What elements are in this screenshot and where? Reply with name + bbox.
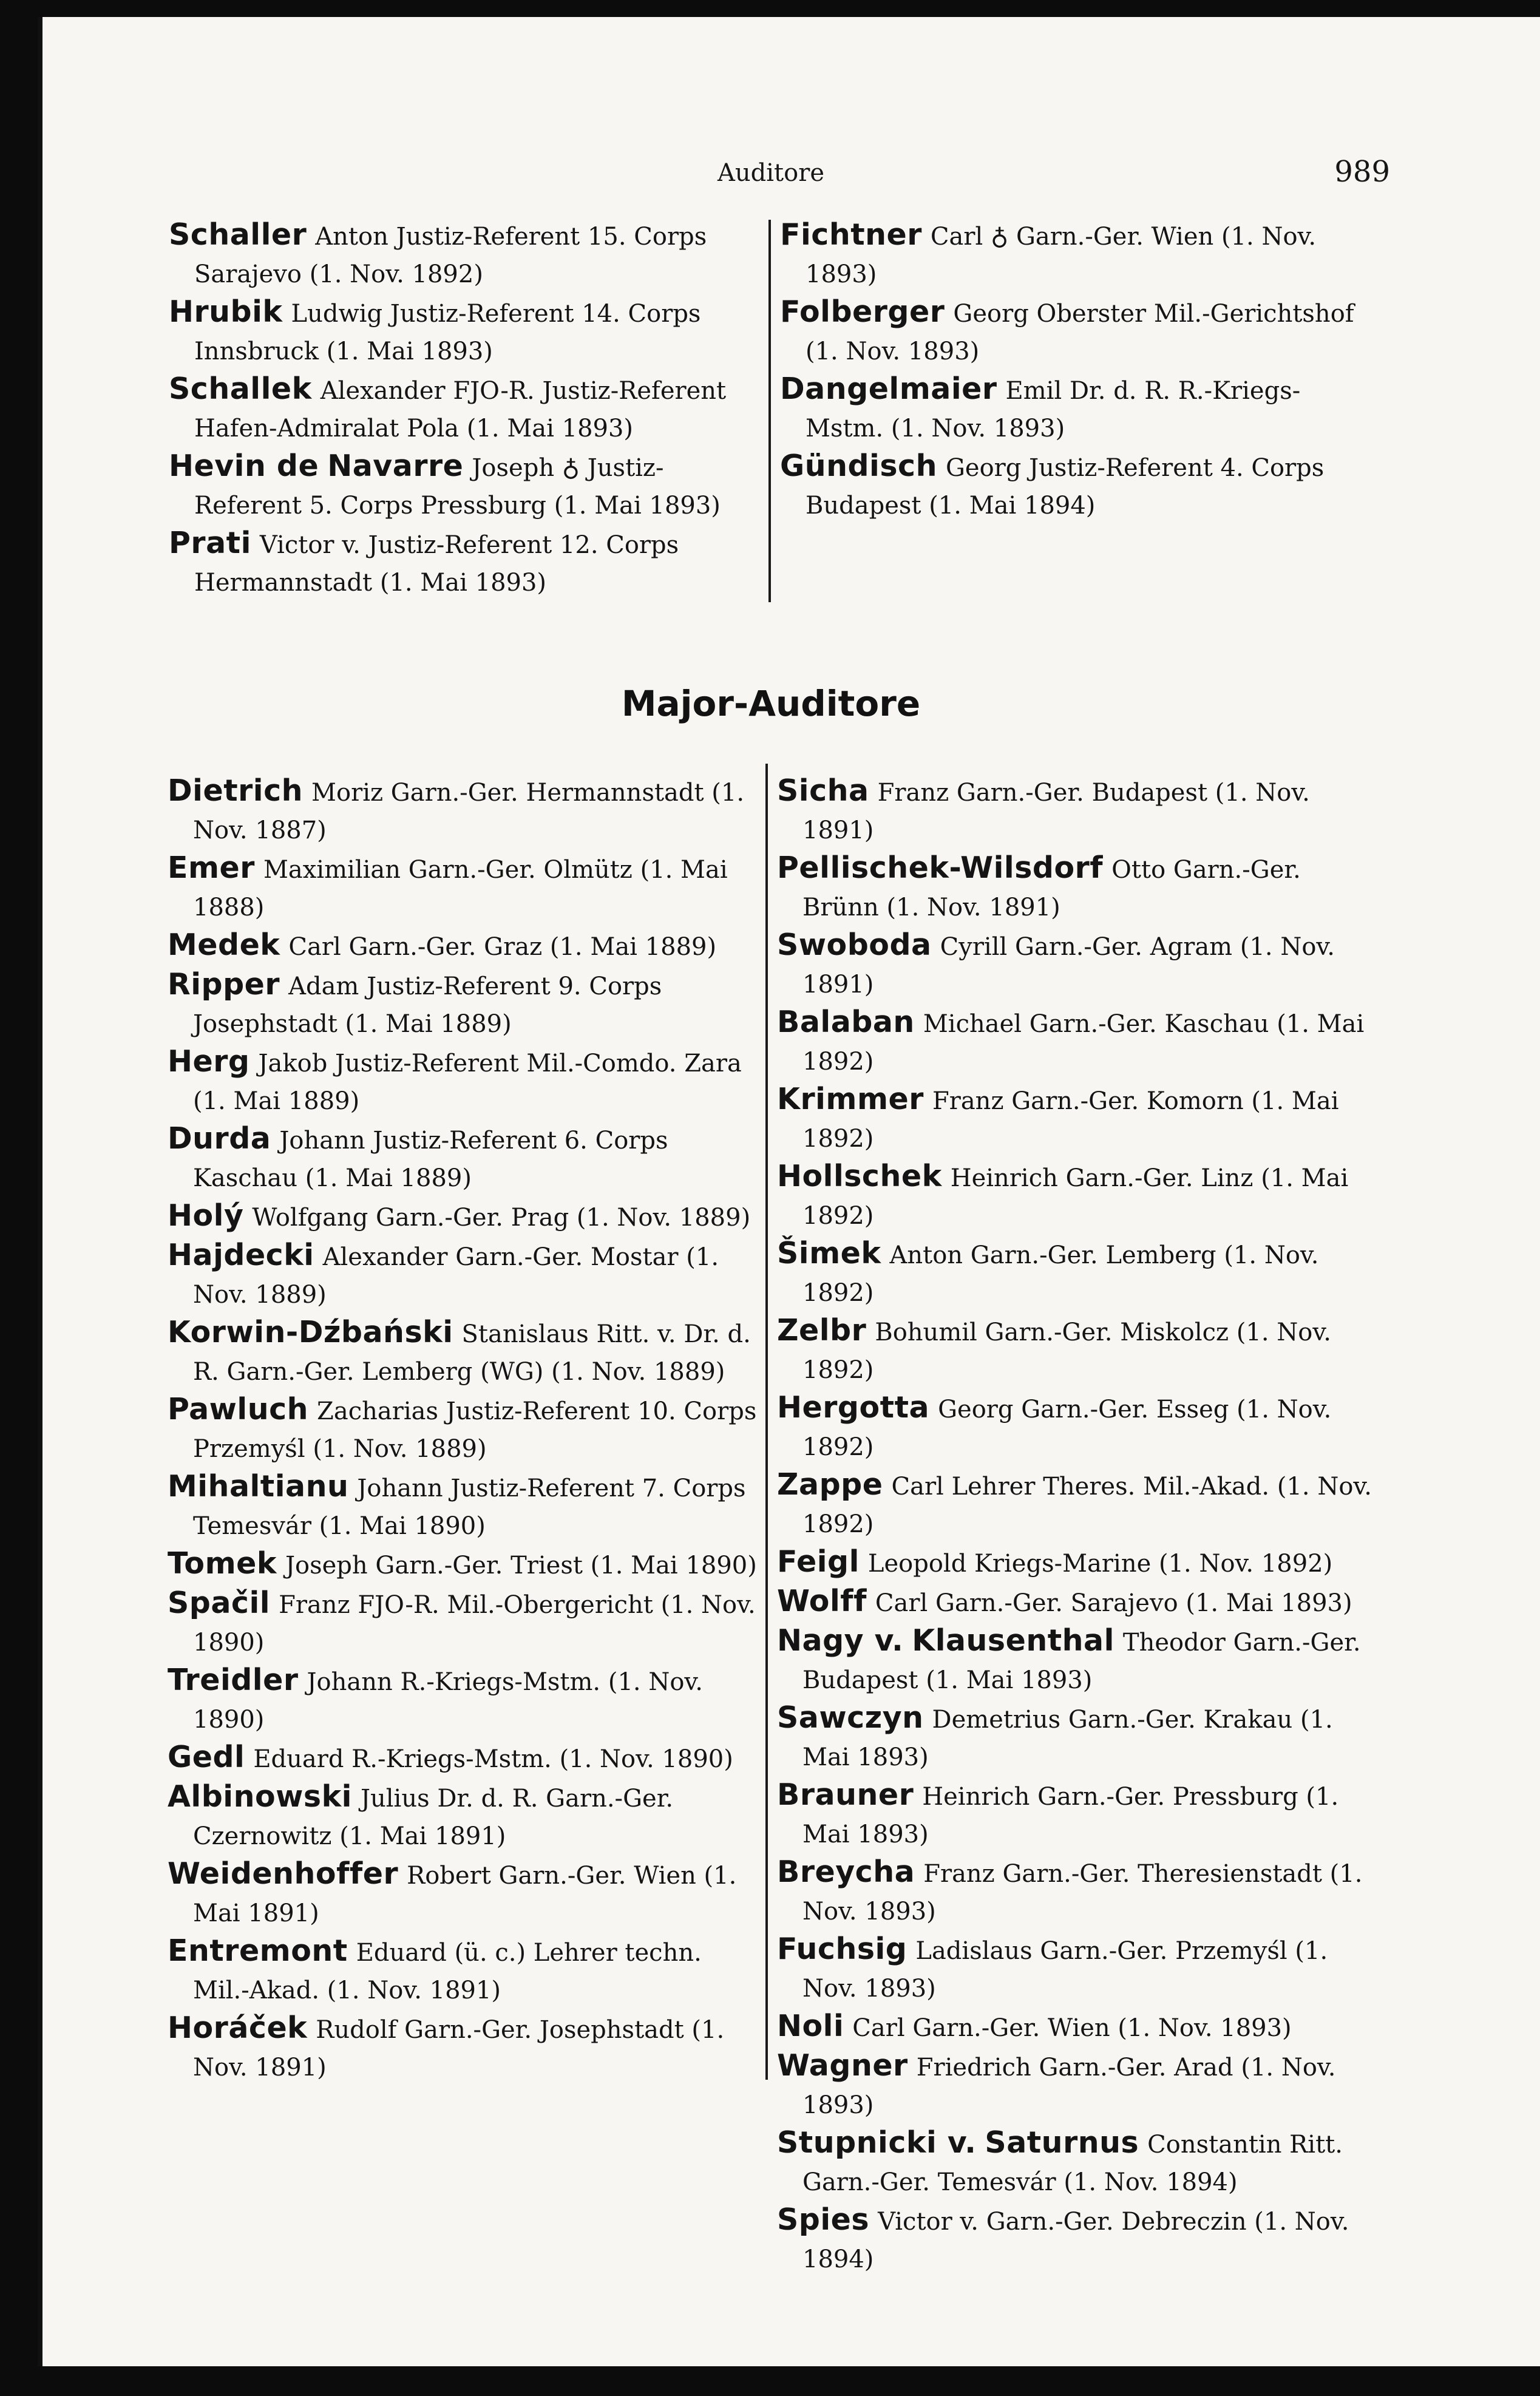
surname: Navarre	[327, 449, 464, 483]
surname: Fichtner	[780, 217, 922, 252]
scan-edge	[38, 17, 42, 2366]
column-bottom-left	[168, 772, 762, 2086]
entry	[780, 370, 1378, 447]
surname: Spačil	[168, 1586, 271, 1620]
surname: Pellischek-Wilsdorf	[777, 850, 1104, 885]
entry-details: Franz Garn.-Ger. Budapest (1. Nov. 1891)	[802, 779, 1310, 844]
column-bottom-right	[777, 772, 1378, 2278]
entry	[169, 216, 762, 293]
entry-details: Johann Justiz-Referent 6. Corps Kaschau (1. Mai 1889)	[193, 1127, 668, 1192]
entry-details: Franz FJO-R. Mil.-Obergericht (1. Nov. 1890)	[193, 1591, 756, 1657]
entry	[777, 1312, 1378, 1389]
entry-details: Heinrich Garn.-Ger. Pressburg (1. Mai 1893)	[802, 1783, 1339, 1848]
entry-details: Franz Garn.-Ger. Komorn (1. Mai 1892)	[802, 1087, 1339, 1153]
entry-details: Zacharias Justiz-Referent 10. Corps Przemyśl (1. Nov. 1889)	[193, 1397, 757, 1463]
entry-details: Cyrill Garn.-Ger. Agram (1. Nov. 1891)	[802, 933, 1335, 999]
entry-details: Carl Garn.-Ger. Sarajevo (1. Mai 1893)	[875, 1589, 1352, 1617]
surname: Noli	[777, 2009, 844, 2043]
surname: Hollschek	[777, 1159, 942, 1193]
entry-details: Franz Garn.-Ger. Theresienstadt (1. Nov. 1893)	[802, 1860, 1363, 1926]
surname: Hergotta	[777, 1390, 930, 1425]
entry	[777, 2124, 1378, 2201]
entry	[168, 1661, 762, 1739]
surname: Schaller	[169, 217, 307, 252]
entry-details: Jakob Justiz-Referent Mil.-Comdo. Zara (1. Mai 1889)	[193, 1050, 742, 1115]
entry	[777, 1543, 1378, 1583]
entry	[777, 1158, 1378, 1235]
surname-prefix: Hevin de	[169, 449, 319, 483]
surname: Entremont	[168, 1933, 348, 1968]
entry	[168, 772, 762, 849]
entry-details: Victor v. Justiz-Referent 12. Corps Hermannstadt (1. Mai 1893)	[194, 531, 679, 597]
column-divider	[765, 764, 768, 2080]
entry	[777, 1003, 1378, 1081]
entry-details: Stanislaus Ritt. v. Dr. d. R. Garn.-Ger. Lemberg (WG) (1. Nov. 1889)	[193, 1320, 751, 1386]
entry	[780, 293, 1378, 370]
entry-details: Georg Justiz-Referent 4. Corps Budapest (1. Mai 1894)	[806, 454, 1325, 520]
column-divider	[768, 220, 771, 602]
entry-details: Bohumil Garn.-Ger. Miskolcz (1. Nov. 1892)	[802, 1318, 1331, 1384]
entry	[777, 1466, 1378, 1543]
entry	[168, 1043, 762, 1120]
surname: Herg	[168, 1044, 250, 1079]
entry	[168, 966, 762, 1043]
entry	[777, 1853, 1378, 1930]
entry	[168, 1314, 762, 1391]
entry-details: Otto Garn.-Ger. Brünn (1. Nov. 1891)	[802, 856, 1301, 921]
entry	[168, 1545, 762, 1584]
entry	[780, 216, 1378, 293]
surname: Saturnus	[985, 2125, 1139, 2160]
surname: Holý	[168, 1198, 244, 1233]
surname: Pawluch	[168, 1392, 309, 1427]
entry-details: Heinrich Garn.-Ger. Linz (1. Mai 1892)	[802, 1164, 1349, 1230]
entry	[777, 2201, 1378, 2278]
running-title: Auditore	[717, 159, 824, 187]
entry	[777, 1081, 1378, 1158]
surname: Albinowski	[168, 1779, 352, 1814]
entry	[168, 1237, 762, 1314]
entry-details: Johann Justiz-Referent 7. Corps Temesvár (1. Mai 1890)	[193, 1475, 746, 1540]
entry-details: Theodor Garn.-Ger. Budapest (1. Mai 1893)	[802, 1629, 1361, 1694]
entry-details: Emil Dr. d. R. R.-Kriegs-Mstm. (1. Nov. 1893)	[806, 377, 1301, 443]
entry-details: Georg Garn.-Ger. Esseg (1. Nov. 1892)	[802, 1396, 1332, 1461]
surname: Feigl	[777, 1544, 860, 1579]
page-number: 989	[1334, 155, 1390, 189]
surname: Wolff	[777, 1584, 867, 1618]
entry	[777, 1622, 1378, 1699]
surname: Medek	[168, 928, 280, 962]
surname: Balaban	[777, 1005, 915, 1039]
entry	[168, 926, 762, 966]
entry-details: Rudolf Garn.-Ger. Josephstadt (1. Nov. 1891)	[193, 2016, 725, 2082]
surname: Ripper	[168, 967, 280, 1002]
entry	[777, 1235, 1378, 1312]
surname: Dangelmaier	[780, 372, 997, 406]
entry-details: Carl Garn.-Ger. Wien (1. Nov. 1893)	[852, 2014, 1292, 2042]
entry-details: Demetrius Garn.-Ger. Krakau (1. Mai 1893)	[802, 1706, 1333, 1771]
entry-details: Carl ♁ Garn.-Ger. Wien (1. Nov. 1893)	[806, 223, 1317, 288]
entry	[168, 2009, 762, 2086]
entry-details: Anton Justiz-Referent 15. Corps Sarajevo (1. Nov. 1892)	[194, 223, 707, 288]
surname: Mihaltianu	[168, 1469, 349, 1504]
entry-details: Victor v. Garn.-Ger. Debreczin (1. Nov. 1894)	[802, 2208, 1349, 2273]
entry-details: Anton Garn.-Ger. Lemberg (1. Nov. 1892)	[802, 1241, 1319, 1307]
entry	[777, 1699, 1378, 1776]
entry	[169, 524, 762, 602]
entry-details: Adam Justiz-Referent 9. Corps Josephstadt (1. Mai 1889)	[193, 972, 662, 1038]
surname: Krimmer	[777, 1082, 924, 1116]
surname: Gedl	[168, 1740, 245, 1774]
surname: Durda	[168, 1121, 271, 1156]
surname: Klausenthal	[912, 1623, 1114, 1658]
entry-details: Johann R.-Kriegs-Mstm. (1. Nov. 1890)	[193, 1668, 703, 1734]
entry-details: Joseph ♁ Justiz-Referent 5. Corps Pressburg (1. Mai 1893)	[194, 454, 721, 520]
surname: Hajdecki	[168, 1238, 314, 1272]
entry-details: Friedrich Garn.-Ger. Arad (1. Nov. 1893)	[802, 2054, 1336, 2119]
surname-prefix: Nagy v.	[777, 1623, 904, 1658]
surname: Zappe	[777, 1467, 883, 1502]
entry	[168, 1391, 762, 1468]
entry-details: Eduard R.-Kriegs-Mstm. (1. Nov. 1890)	[253, 1745, 733, 1773]
entry-details: Leopold Kriegs-Marine (1. Nov. 1892)	[867, 1550, 1333, 1578]
entry-details: Ladislaus Garn.-Ger. Przemyśl (1. Nov. 1893)	[802, 1937, 1328, 2003]
entry-details: Wolfgang Garn.-Ger. Prag (1. Nov. 1889)	[252, 1204, 751, 1232]
surname: Schallek	[169, 372, 312, 406]
entry	[169, 293, 762, 370]
entry	[777, 1583, 1378, 1622]
entry	[169, 370, 762, 447]
entry	[780, 447, 1378, 524]
entry-details: Michael Garn.-Ger. Kaschau (1. Mai 1892)	[802, 1010, 1365, 1076]
surname: Spies	[777, 2202, 870, 2237]
entry-details: Maximilian Garn.-Ger. Olmütz (1. Mai 1888)	[193, 856, 728, 921]
entry-details: Georg Oberster Mil.-Gerichtshof (1. Nov. 1893)	[806, 300, 1354, 365]
entry	[168, 1778, 762, 1855]
surname: Horáček	[168, 2011, 308, 2045]
surname: Gündisch	[780, 449, 937, 483]
entry	[168, 1932, 762, 2009]
entry-details: Joseph Garn.-Ger. Triest (1. Mai 1890)	[285, 1552, 757, 1580]
surname: Hrubik	[169, 294, 283, 329]
entry	[777, 2047, 1378, 2124]
entry	[777, 1389, 1378, 1466]
entry	[168, 1584, 762, 1661]
entry-details: Alexander FJO-R. Justiz-Referent Hafen-Admiralat Pola (1. Mai 1893)	[194, 377, 727, 443]
surname: Sicha	[777, 773, 869, 808]
surname: Korwin-Dźbański	[168, 1315, 453, 1349]
surname-prefix: Stupnicki v.	[777, 2125, 977, 2160]
entry	[168, 1120, 762, 1197]
surname: Tomek	[168, 1546, 277, 1581]
surname: Wagner	[777, 2048, 908, 2083]
entry	[777, 772, 1378, 849]
entry	[777, 849, 1378, 926]
column-top-right	[780, 216, 1378, 524]
entry	[169, 447, 762, 524]
entry-details: Eduard (ü. c.) Lehrer techn. Mil.-Akad. (1. Nov. 1891)	[193, 1939, 702, 2004]
surname: Dietrich	[168, 773, 304, 808]
entry	[777, 926, 1378, 1003]
entry	[168, 849, 762, 926]
entry-details: Carl Garn.-Ger. Graz (1. Mai 1889)	[288, 933, 717, 961]
surname: Folberger	[780, 294, 945, 329]
surname: Šimek	[777, 1236, 881, 1271]
surname: Prati	[169, 526, 251, 560]
entry	[777, 2007, 1378, 2047]
surname: Sawczyn	[777, 1700, 924, 1735]
surname: Fuchsig	[777, 1932, 907, 1966]
entry	[168, 1197, 762, 1237]
entry	[168, 1739, 762, 1778]
entry	[777, 1776, 1378, 1853]
surname: Weidenhoffer	[168, 1856, 399, 1891]
entry	[777, 1930, 1378, 2007]
entry-details: Moriz Garn.-Ger. Hermannstadt (1. Nov. 1887)	[193, 779, 745, 844]
entry-details: Carl Lehrer Theres. Mil.-Akad. (1. Nov. 1892)	[802, 1473, 1372, 1538]
entry-details: Julius Dr. d. R. Garn.-Ger. Czernowitz (1. Mai 1891)	[193, 1785, 674, 1850]
surname: Zelbr	[777, 1313, 867, 1348]
column-top-left	[169, 216, 762, 602]
surname: Treidler	[168, 1663, 299, 1697]
entry-details: Alexander Garn.-Ger. Mostar (1. Nov. 1889)	[193, 1243, 719, 1309]
surname: Swoboda	[777, 928, 932, 962]
entry-details: Constantin Ritt. Garn.-Ger. Temesvár (1. Nov. 1894)	[802, 2131, 1343, 2196]
section-title: Major-Auditore	[621, 683, 921, 724]
entry	[168, 1855, 762, 1932]
surname: Brauner	[777, 1777, 914, 1812]
entry	[168, 1468, 762, 1545]
entry-details: Ludwig Justiz-Referent 14. Corps Innsbruck (1. Mai 1893)	[194, 300, 701, 365]
surname: Breycha	[777, 1855, 915, 1889]
entry-details: Robert Garn.-Ger. Wien (1. Mai 1891)	[193, 1862, 737, 1927]
surname: Emer	[168, 850, 255, 885]
